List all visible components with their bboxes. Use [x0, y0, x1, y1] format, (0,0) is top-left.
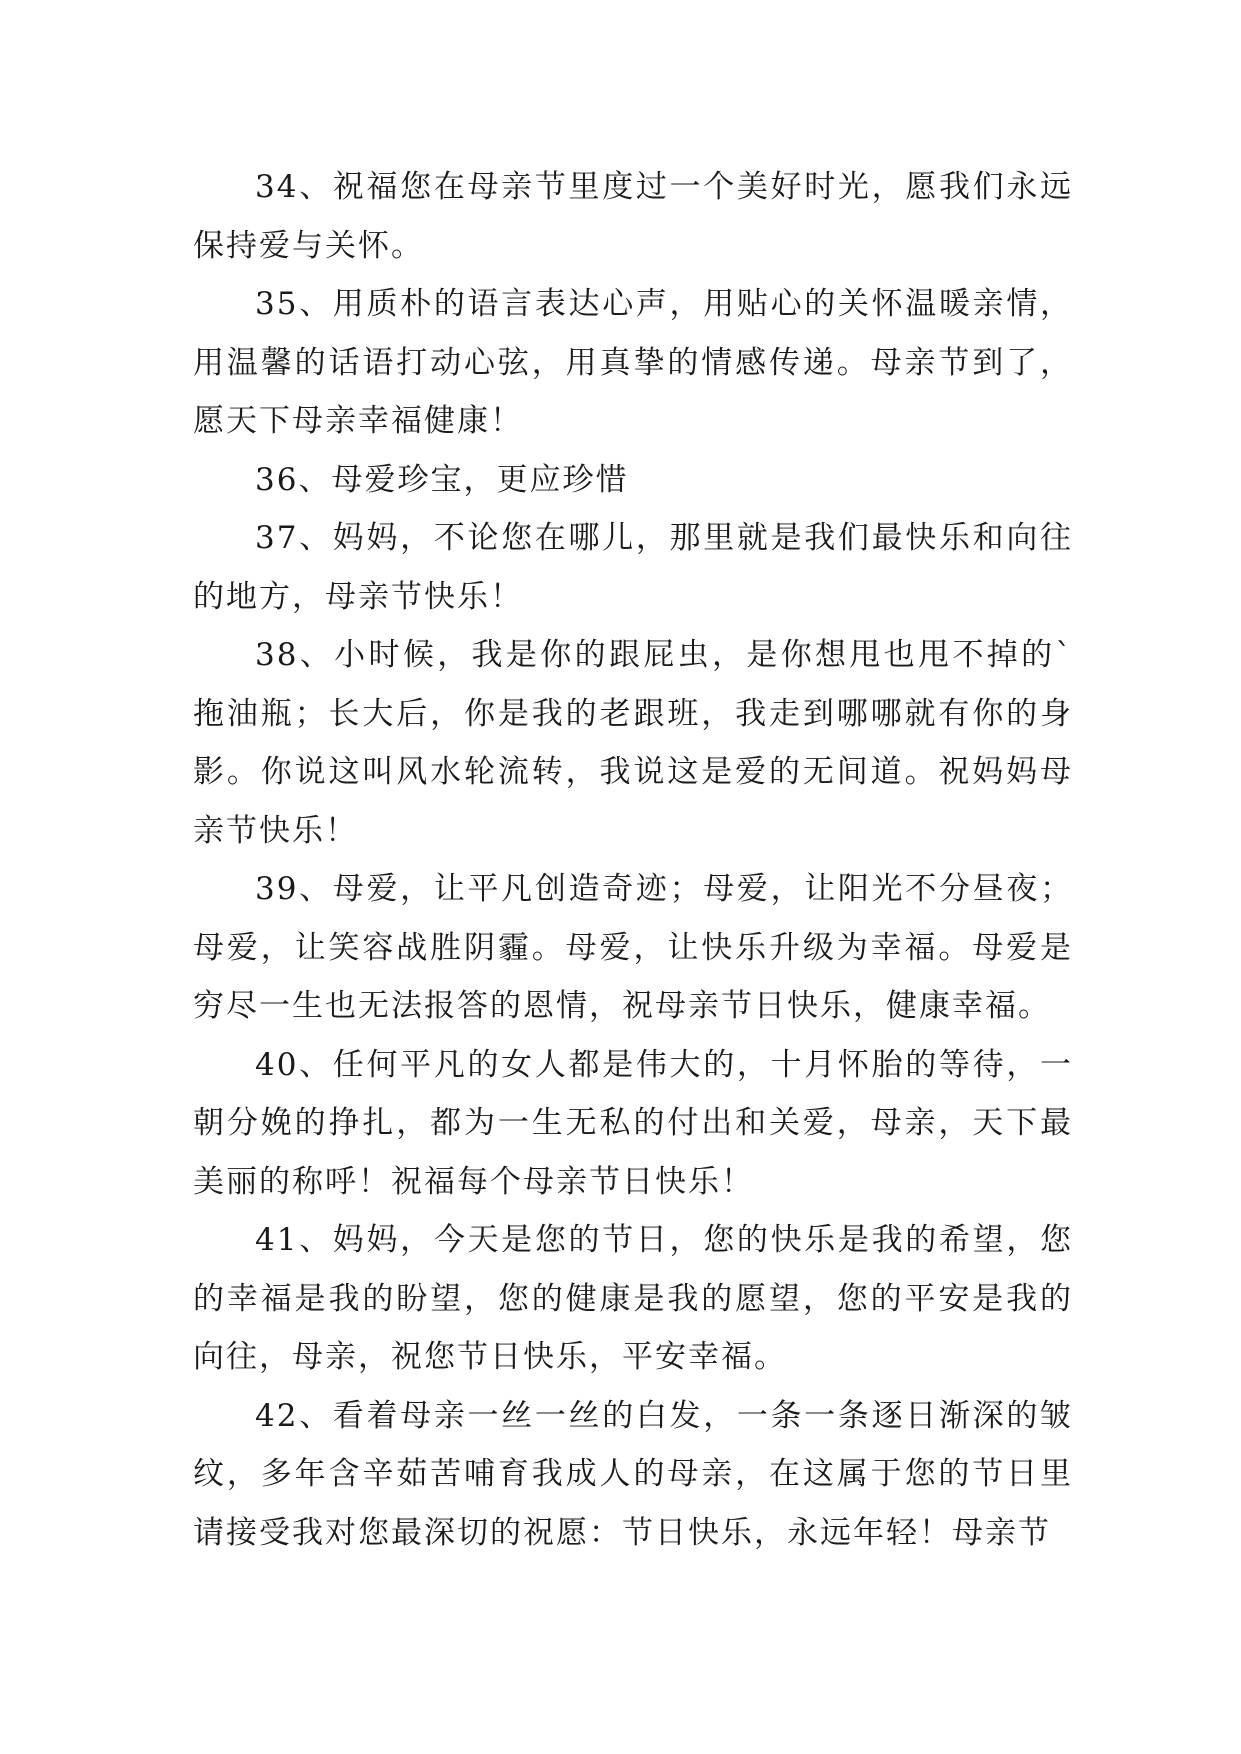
paragraph-37: 37、妈妈，不论您在哪儿，那里就是我们最快乐和向往的地方，母亲节快乐！: [193, 520, 1073, 615]
paragraph-35: 35、用质朴的语言表达心声，用贴心的关怀温暖亲情，用温馨的话语打动心弦，用真挚的情感传递。母亲节到了，愿天下母亲幸福健康！: [193, 286, 1073, 439]
paragraph-36: 36、母爱珍宝，更应珍惜: [255, 461, 629, 498]
paragraph-42: 42、看着母亲一丝一丝的白发，一条一条逐日渐深的皱纹，多年含辛茹苦哺育我成人的母亲，在这属于您的节日里请接受我对您最深切的祝愿：节日快乐，永远年轻！母亲节: [193, 1397, 1073, 1551]
paragraph-38: 38、小时候，我是你的跟屁虫，是你想甩也甩不掉的`拖油瓶；长大后，你是我的老跟班，我走到哪哪就有你的身影。你说这叫风水轮流转，我说这是爱的无间道。祝妈妈母亲节快乐！: [193, 637, 1073, 849]
paragraph-40: 40、任何平凡的女人都是伟大的，十月怀胎的等待，一朝分娩的挣扎，都为一生无私的付出和关爱，母亲，天下最美丽的称呼！祝福每个母亲节日快乐！: [193, 1046, 1073, 1200]
paragraph-41: 41、妈妈，今天是您的节日，您的快乐是我的希望，您的幸福是我的盼望，您的健康是我的愿望，您的平安是我的向往，母亲，祝您节日快乐，平安幸福。: [193, 1222, 1073, 1375]
paragraph-34: 34、祝福您在母亲节里度过一个美好时光，愿我们永远保持爱与关怀。: [193, 169, 1073, 264]
paragraph-39: 39、母爱，让平凡创造奇迹；母爱，让阳光不分昼夜；母爱，让笑容战胜阴霾。母爱，让快乐升级为幸福。母爱是穷尽一生也无法报答的恩情，祝母亲节日快乐，健康幸福。: [193, 871, 1073, 1024]
document-body: [193, 158, 1073, 1562]
